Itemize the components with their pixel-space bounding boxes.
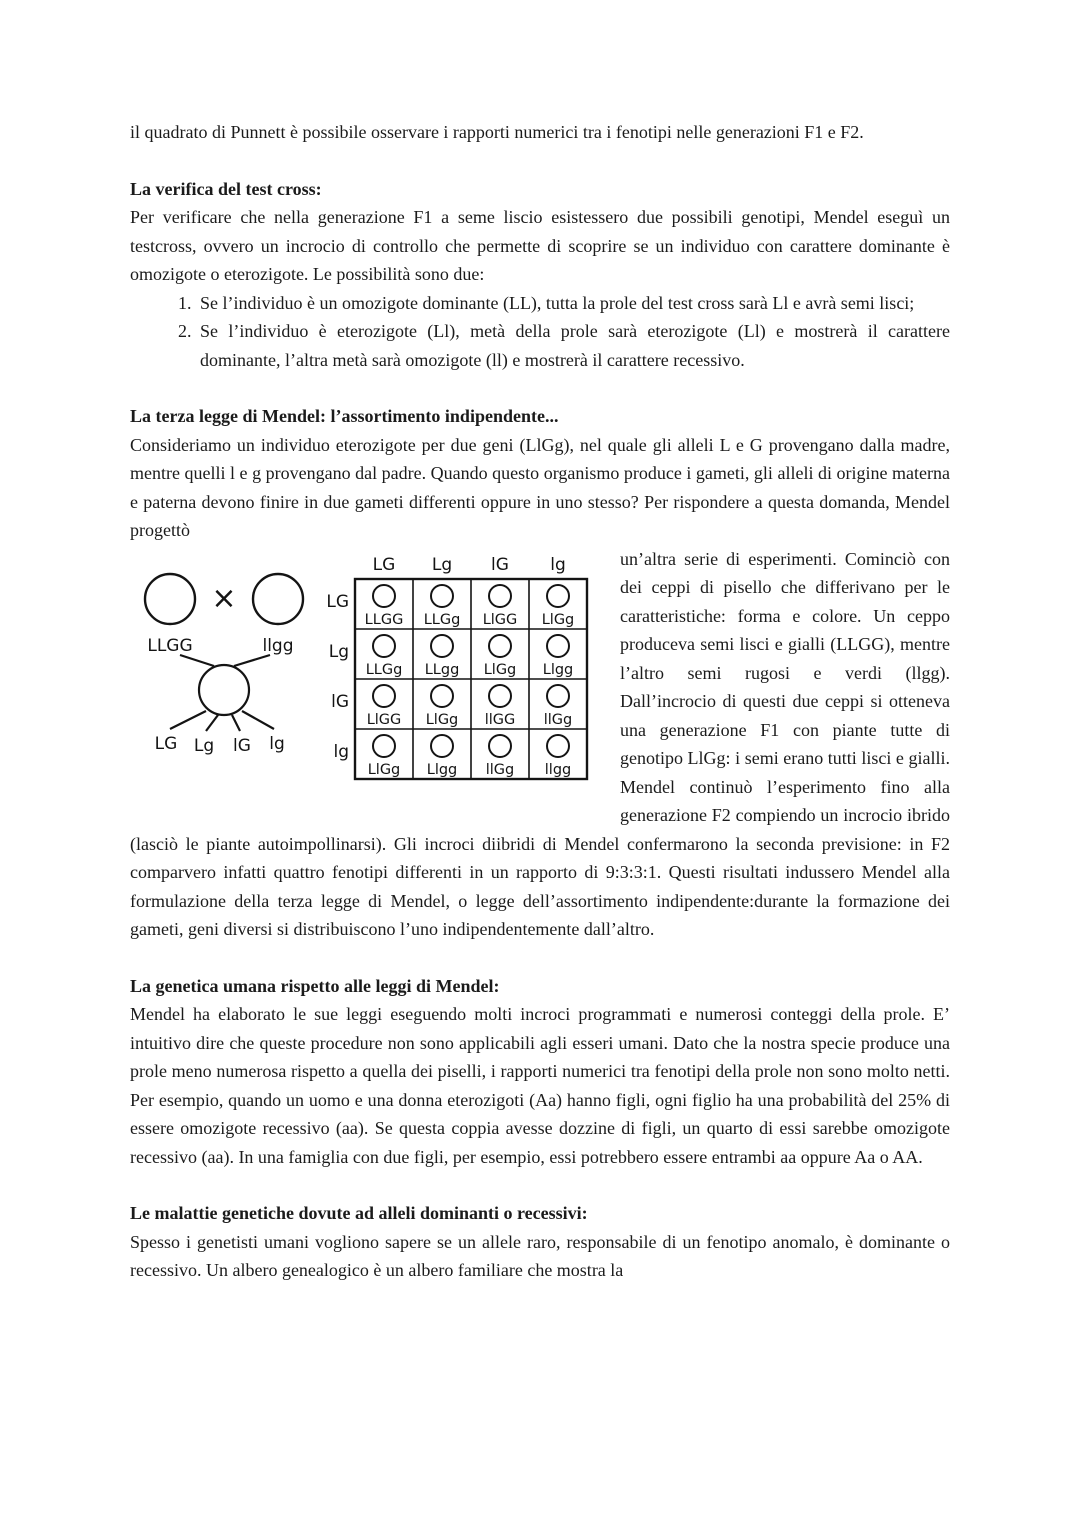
cell-label: LlGG: [482, 611, 518, 628]
punnett-diagram-svg: [130, 549, 602, 797]
f1-seed-circle: [199, 665, 249, 715]
cell-label: LlGG: [366, 711, 402, 728]
cell-label: LlGg: [541, 611, 575, 628]
col-header: Lg: [431, 554, 453, 575]
gamete-label: lg: [269, 733, 285, 754]
punnett-col-headers: [373, 555, 566, 575]
gamete-label: LG: [154, 733, 178, 754]
cell-label: LLgg: [424, 661, 460, 678]
f1-group: [170, 655, 274, 731]
cell-label: LLGG: [364, 611, 404, 628]
cross-symbol: ×: [211, 580, 237, 616]
cell-label: llGg: [543, 711, 573, 728]
seed-circle: [547, 685, 569, 707]
seed-circle: [373, 735, 395, 757]
heading-genetic-diseases: Le malattie genetiche dovute ad alleli dominanti o recessivi:: [130, 1203, 588, 1223]
gamete-tick: [170, 711, 206, 729]
seed-circle: [547, 585, 569, 607]
test-cross-paragraph: Per verificare che nella generazione F1 a seme liscio esistessero due possibili genotipi, Mendel eseguì un testcross, ovvero un incrocio di controllo che permette di scoprire se un individuo con carattere dominante è omozigote o eterozigote. Le possibilità sono due:: [130, 207, 950, 284]
seed-circle: [431, 685, 453, 707]
test-cross-list: [130, 289, 950, 375]
gamete-tick: [206, 715, 218, 731]
gamete-tick: [242, 711, 274, 729]
seed-circle: [489, 735, 511, 757]
list-item: 1. Se l’individuo è un omozigote dominante (LL), tutta la prole del test cross sarà Ll e avrà semi lisci;: [196, 289, 950, 318]
row-header: lG: [331, 691, 349, 712]
punnett-diagram: [130, 549, 602, 797]
row-header: Lg: [328, 641, 349, 662]
heading-test-cross: La verifica del test cross:: [130, 178, 322, 199]
punnett-grid-lines: [355, 579, 587, 779]
seed-circle: [489, 585, 511, 607]
list-item: 2. Se l’individuo è eterozigote (Ll), metà della prole sarà eterozigote (Ll) e mostrerà il carattere dominante, l’altra metà sarà omozigote (ll) e mostrerà il carattere recessivo.: [196, 317, 950, 374]
cell-label: LlGg: [483, 661, 517, 678]
seed-circle: [431, 585, 453, 607]
third-law-paragraph-lead: Consideriamo un individuo eterozigote per due geni (LlGg), nel quale gli alleli L e G provengano dalla madre, mentre quelli l e g provengano dal padre. Quando questo organismo produce i gameti, gli alleli di origine materna e paterna devono finire in due gameti differenti oppure in uno stesso? Per rispondere a questa domanda, Mendel progettò: [130, 434, 950, 540]
seed-circle: [431, 635, 453, 657]
seed-circle: [547, 735, 569, 757]
cell-label: LlGg: [425, 711, 459, 728]
gamete-label: Lg: [193, 735, 215, 756]
parent1-label: LLGG: [147, 635, 193, 656]
heading-third-law: La terza legge di Mendel: l’assortimento indipendente...: [130, 406, 559, 426]
gamete-label: lG: [233, 735, 251, 756]
third-law-flow-block: [130, 545, 950, 944]
cell-label: Llgg: [426, 761, 458, 778]
third-law-paragraph-wrap: un’altra serie di esperimenti. Cominciò con dei ceppi di pisello che differivano per le caratteristiche: forma e colore. Un ceppo produceva semi lisci e gialli (LLGG), mentre l’altro semi rugosi e verdi (llgg). Dall’incrocio di questi due ceppi si otteneva una generazione F1 con piante tutte di genotipo LlGg: i semi erano tutti lisci e gialli. Mendel continuò l’esperimento fino alla generazione F2 compiendo un incrocio ibrido (lasciò le piante autoimpollinarsi). Gli incroci diibridi di Mendel confermarono la seconda previsione: in F2 comparvero infatti quattro fenotipi differenti in un rapporto di 9:3:3:1. Questi risultati indussero Mendel alla formulazione della terza legge di Mendel, o legge dell’assortimento indipendente:durante la formazione dei gameti, geni diversi si distribuiscono l’uno indipendentemente dall’altro.: [130, 548, 950, 939]
gamete-labels: [155, 734, 285, 756]
cell-label: llGG: [484, 711, 516, 728]
row-header: LG: [326, 591, 349, 612]
col-header: lg: [550, 554, 566, 575]
human-genetics-paragraph: Mendel ha elaborato le sue leggi eseguendo molti incroci programmati e numerosi conteggi della prole. E’ intuitivo dire che queste procedure non sono applicabili agli esseri umani. Dato che la nostra specie produce una prole meno numerosa rispetto a quella dei piselli, i rapporti numerici tra fenotipi della prole non sono molto netti. Per esempio, quando un uomo e una donna eterozigoti (Aa) hanno figli, ogni figlio ha una probabilità del 25% di essere omozigote recessivo (aa). Se questa coppia avesse dozzine di figli, un quarto di essi sarebbe omozigote recessivo (aa). In una famiglia con due figli, per esempio, essi potrebbero essere entrambi aa oppure Aa o AA.: [130, 1004, 950, 1167]
gamete-tick: [232, 715, 240, 731]
seed-circle: [489, 635, 511, 657]
row-header: lg: [333, 741, 349, 762]
connector-line: [234, 655, 270, 666]
seed-circle: [373, 685, 395, 707]
genetic-diseases-paragraph: Spesso i genetisti umani vogliono sapere se un allele raro, responsabile di un fenotipo anomalo, è dominante o recessivo. Un albero genealogico è un albero familiare che mostra la: [130, 1231, 950, 1280]
cell-label: LLGg: [365, 661, 403, 678]
col-header: lG: [491, 554, 509, 575]
parent2-seed-circle: [253, 574, 303, 624]
parent2-label: llgg: [262, 635, 294, 656]
seed-circle: [431, 735, 453, 757]
connector-line: [180, 655, 214, 666]
parent1-seed-circle: [145, 574, 195, 624]
intro-paragraph: il quadrato di Punnett è possibile osservare i rapporti numerici tra i fenotipi nelle generazioni F1 e F2.: [130, 122, 864, 142]
seed-circle: [489, 685, 511, 707]
col-header: LG: [372, 554, 396, 575]
cell-label: LLGg: [423, 611, 461, 628]
seed-circle: [547, 635, 569, 657]
seed-circle: [373, 585, 395, 607]
cell-label: Llgg: [542, 661, 574, 678]
punnett-cell-labels: [365, 612, 575, 778]
punnett-row-headers: [326, 592, 349, 762]
cell-label: llGg: [485, 761, 515, 778]
cell-label: llgg: [544, 761, 572, 778]
heading-human-genetics: La genetica umana rispetto alle leggi di Mendel:: [130, 975, 500, 996]
cell-label: LlGg: [367, 761, 401, 778]
seed-circle: [373, 635, 395, 657]
